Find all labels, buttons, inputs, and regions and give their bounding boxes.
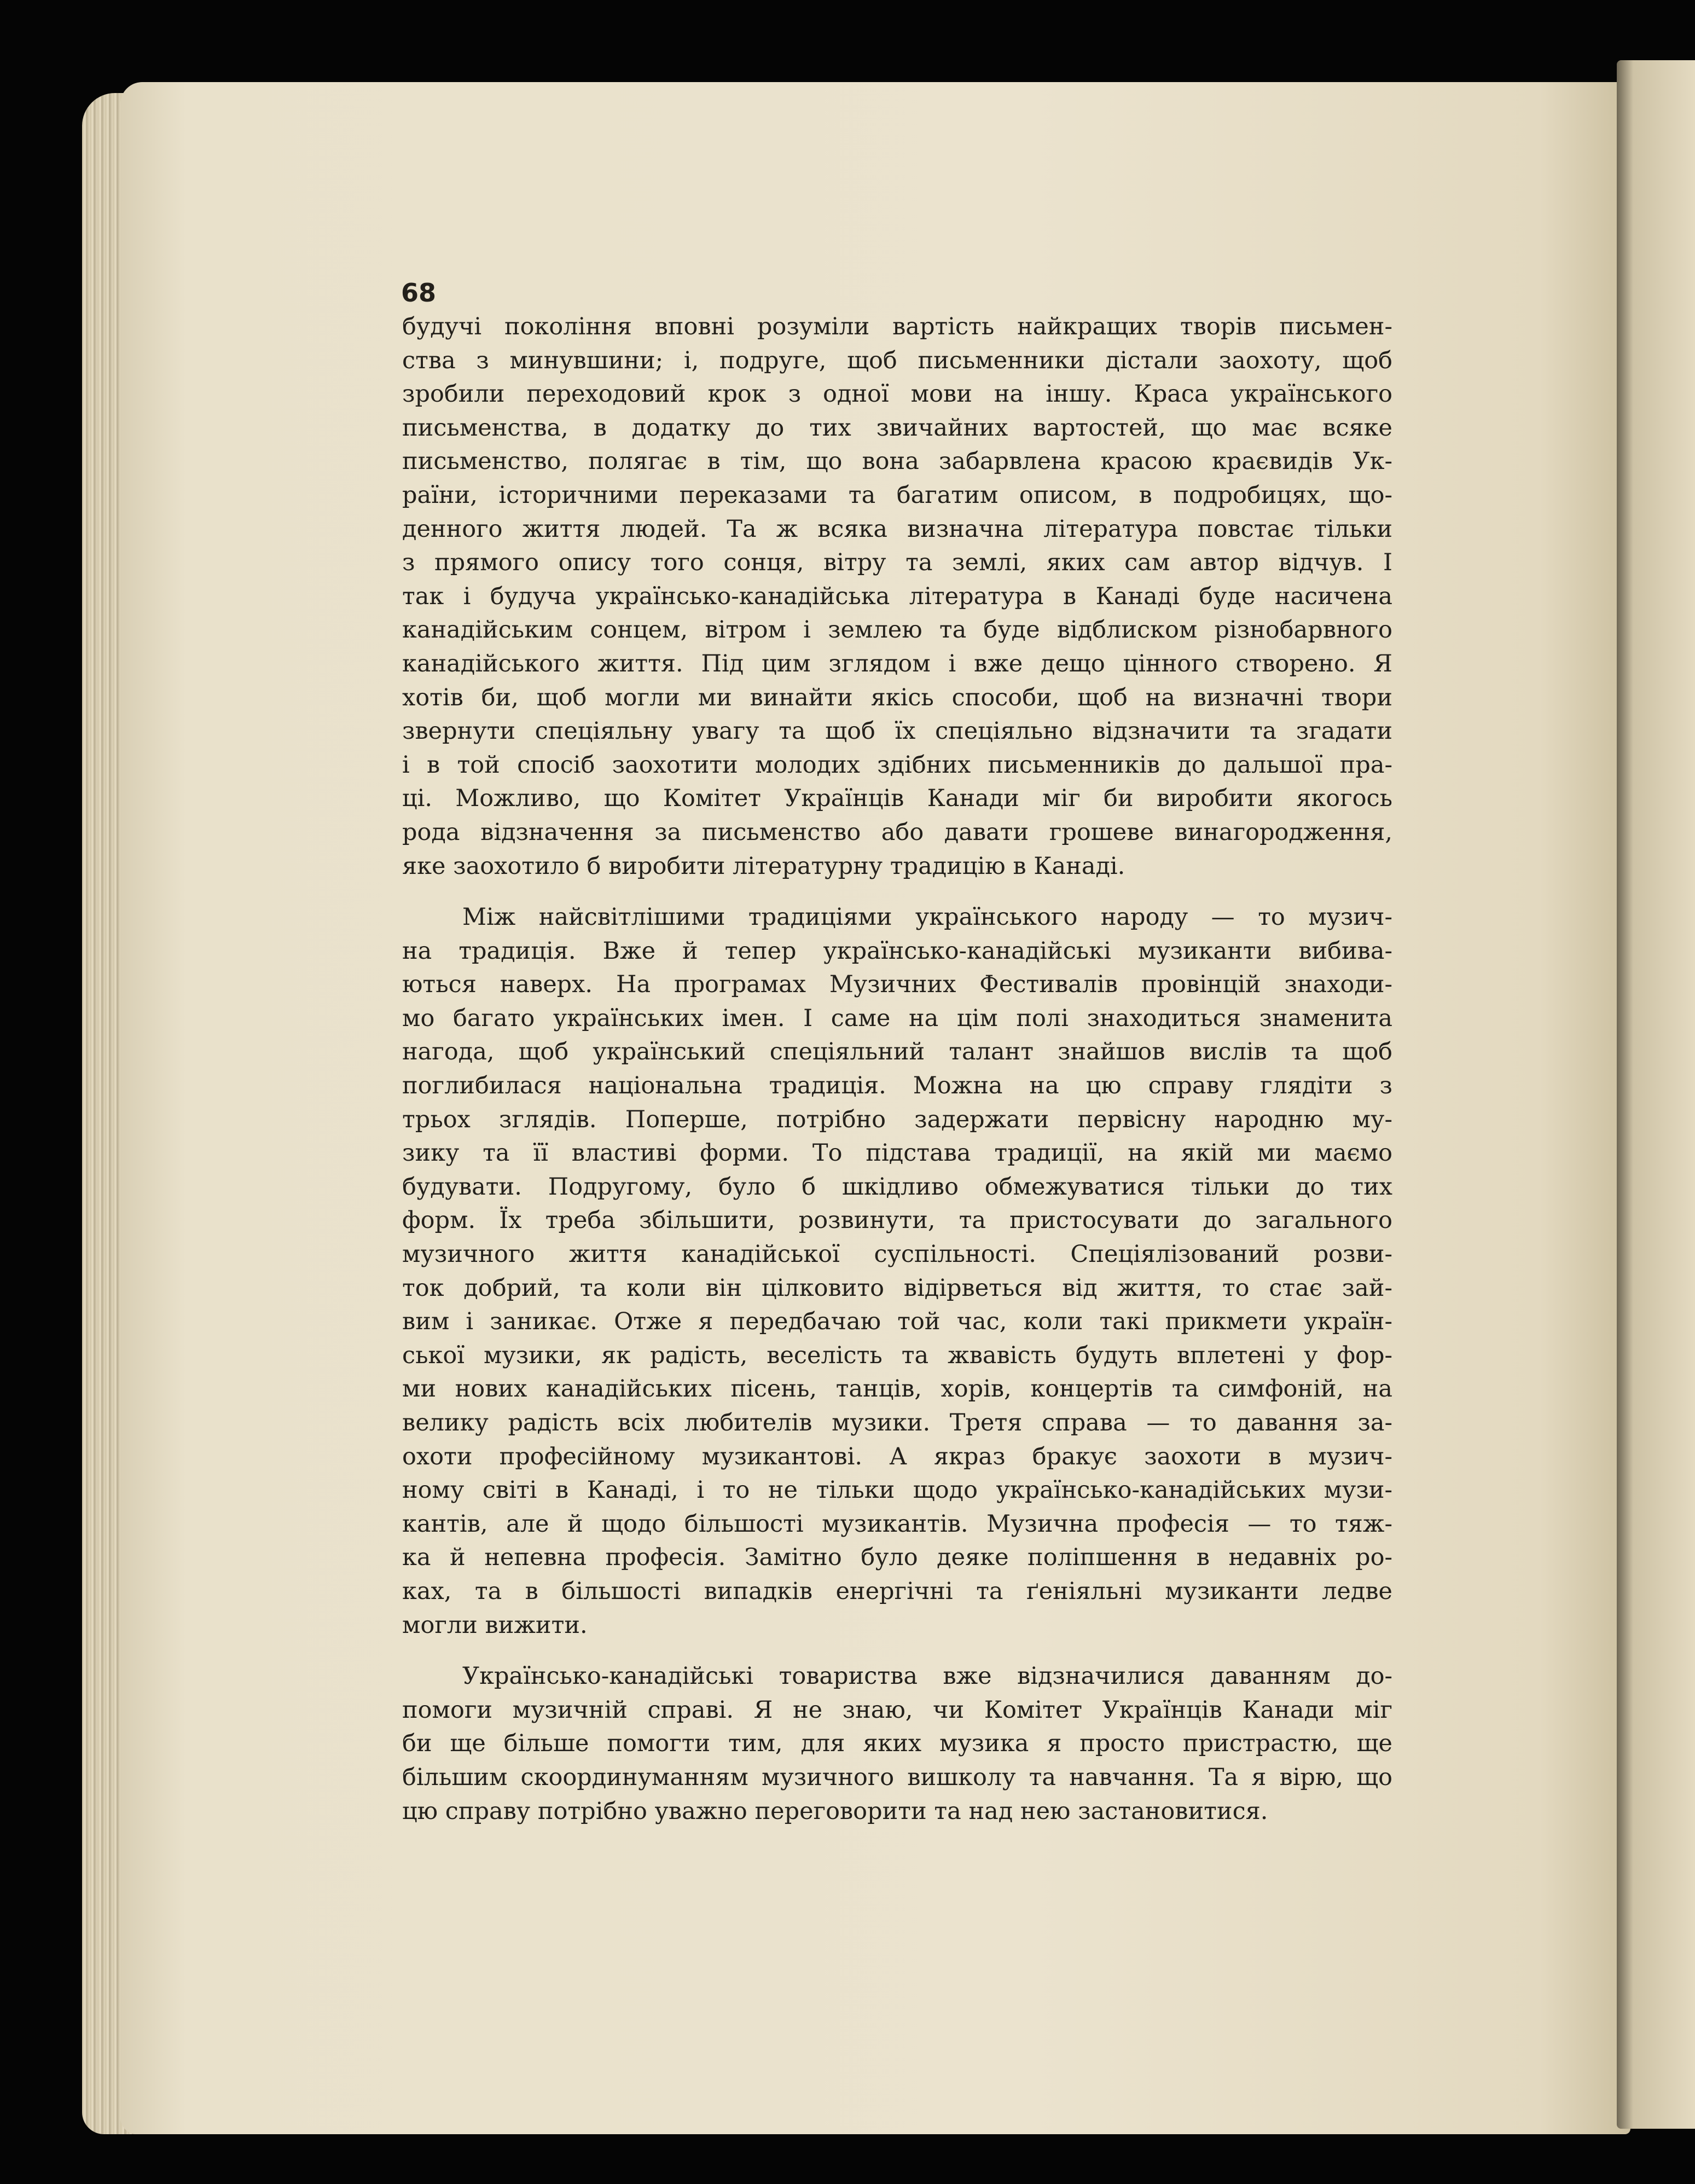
text-line: музичного життя канадійської суспільності. Спеціялізований розви- — [402, 1241, 1392, 1268]
text-line: велику радість всіх любителів музики. Третя справа — то давання за- — [402, 1409, 1392, 1436]
text-line: ному світі в Канаді, і то не тільки щодо українсько-канадійських музи- — [402, 1476, 1392, 1504]
text-line: канадійського життя. Під цим зглядом і вже дещо цінного створено. Я — [402, 650, 1392, 677]
page-text-block — [402, 276, 1392, 1828]
text-line: поглибилася національна традиція. Можна на цю справу глядіти з — [402, 1072, 1392, 1100]
paragraph — [402, 901, 1392, 1642]
text-line: ток добрий, та коли він цілковито відірветься від життя, то стає зай- — [402, 1274, 1392, 1302]
text-line: і в той спосіб заохотити молодих здібних письменників до дальшої пра- — [402, 751, 1392, 779]
text-line: письменства, в додатку до тих звичайних вартостей, що має всяке — [402, 414, 1392, 442]
text-line: ка й непевна професія. Замітно було деяке поліпшення в недавніх ро- — [402, 1544, 1392, 1572]
text-line: звернути спеціяльну увагу та щоб їх спеціяльно відзначити та згадати — [402, 717, 1392, 745]
page-number: 68 — [401, 278, 437, 308]
text-line: зику та її властиві форми. То підстава традиції, на якій ми маємо — [402, 1139, 1392, 1167]
text-line: будучі покоління вповні розуміли вартість найкращих творів письмен- — [402, 313, 1392, 340]
text-line: канадійським сонцем, вітром і землею та буде відблиском різнобарвного — [402, 616, 1392, 644]
text-line: рода відзначення за письменство або давати грошеве винагородження, — [402, 818, 1392, 846]
text-line: охоти професійному музикантові. А якраз бракує заохоти в музич- — [402, 1443, 1392, 1470]
text-line: вим і заникає. Отже я передбачаю той час, коли такі прикмети україн- — [402, 1308, 1392, 1336]
text-line: ми нових канадійських пісень, танців, хорів, концертів та симфоній, на — [402, 1375, 1392, 1403]
text-line: яке заохотило б виробити літературну традицію в Канаді. — [402, 852, 1125, 880]
text-line: помоги музичній справі. Я не знаю, чи Комітет Українців Канади міг — [402, 1696, 1392, 1724]
text-line: кантів, але й щодо більшості музикантів. Музична професія — то тяж- — [402, 1510, 1392, 1538]
text-line: на традиція. Вже й тепер українсько-канадійські музиканти вибива- — [402, 937, 1392, 965]
text-line: письменство, полягає в тім, що вона забарвлена красою краєвидів Ук- — [402, 448, 1392, 476]
text-line: ці. Можливо, що Комітет Українців Канади міг би виробити якогось — [402, 785, 1392, 813]
text-line: будувати. Подругому, було б шкідливо обмежуватися тільки до тих — [402, 1173, 1392, 1201]
text-line: Українсько-канадійські товариства вже відзначилися даванням до- — [462, 1662, 1392, 1690]
facing-page-edge — [1617, 60, 1695, 2129]
text-line: форм. Їх треба збільшити, розвинути, та пристосувати до загального — [402, 1207, 1392, 1235]
text-line: цю справу потрібно уважно переговорити та над нею застановитися. — [402, 1797, 1268, 1825]
text-line: хотів би, щоб могли ми винайти якісь способи, щоб на визначні твори — [402, 683, 1392, 711]
text-line: раїни, історичними переказами та багатим описом, в подробицях, що- — [402, 481, 1392, 509]
text-line: би ще більше помогти тим, для яких музика я просто пристрастю, ще — [402, 1730, 1392, 1758]
paragraph — [402, 1660, 1392, 1828]
text-line: Між найсвітлішими традиціями українського народу — то музич- — [462, 903, 1392, 931]
text-line: з прямого опису того сонця, вітру та землі, яких сам автор відчув. І — [402, 549, 1392, 577]
text-line: зробили переходовий крок з одної мови на іншу. Краса українського — [402, 380, 1392, 408]
text-line: ються наверх. На програмах Музичних Фестивалів провінцій знаходи- — [402, 971, 1392, 999]
text-line: ської музики, як радість, веселість та жвавість будуть вплетені у фор- — [402, 1341, 1392, 1369]
text-line: ства з минувшини; і, подруге, щоб письменники дістали заохоту, щоб — [402, 346, 1392, 374]
text-line: більшим скоординуманням музичного вишколу та навчання. Та я вірю, що — [402, 1763, 1392, 1791]
text-line: нагода, щоб український спеціяльний талант знайшов вислів та щоб — [402, 1038, 1392, 1066]
text-line: денного життя людей. Та ж всяка визначна література повстає тільки — [402, 515, 1392, 543]
text-line: могли вижити. — [402, 1611, 588, 1639]
text-line: трьох зглядів. Поперше, потрібно задержати первісну народню му- — [402, 1105, 1392, 1133]
text-line: ках, та в більшості випадків енергічні та ґеніяльні музиканти ледве — [402, 1577, 1392, 1605]
text-line: так і будуча українсько-канадійська література в Канаді буде насичена — [402, 582, 1392, 610]
text-line: мо багато українських імен. І саме на цім полі знаходиться знаменита — [402, 1004, 1392, 1032]
paragraph — [402, 310, 1392, 883]
body-text — [402, 310, 1392, 1828]
